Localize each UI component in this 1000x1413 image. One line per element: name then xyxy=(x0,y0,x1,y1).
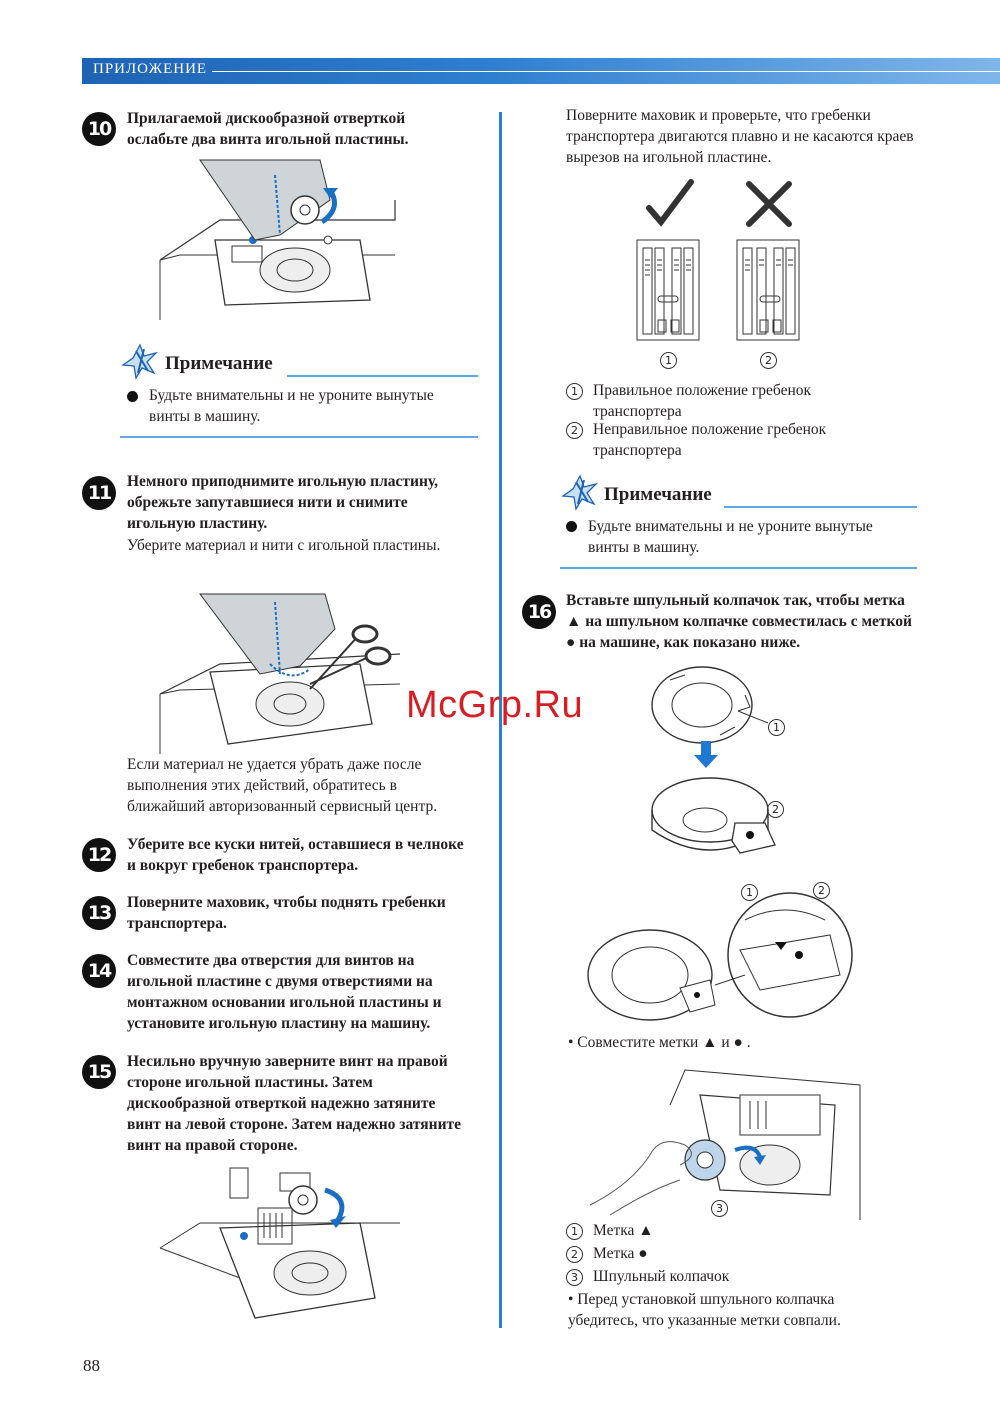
step-number-13: 13 xyxy=(82,896,116,930)
callout-2: 2 xyxy=(760,352,777,369)
step-number-11: 11 xyxy=(82,476,116,510)
step-number-15: 15 xyxy=(82,1055,116,1089)
section-title: ПРИЛОЖЕНИЕ xyxy=(93,61,208,77)
feed-dogs-check-text: Поверните маховик и проверьте, что гребенки транспортера двигаются плавно и не касаются краев вырезов на игольной пластине. xyxy=(566,107,914,166)
note-bottom-rule xyxy=(120,436,478,438)
cross-mark-icon xyxy=(745,180,793,228)
service-center-text: Если материал не удается убрать даже после выполнения этих действий, обратитесь в ближайший авторизованный сервисный центр. xyxy=(127,756,438,815)
legend-num: 2 xyxy=(566,1246,583,1263)
bobbin-race-illustration xyxy=(650,775,780,865)
step-11-detail: Уберите материал и нити с игольной пластины. xyxy=(127,537,441,554)
bullet xyxy=(127,391,138,402)
legend-num: 1 xyxy=(566,383,583,400)
align-marks-note: • Совместите метки ▲ и ● . xyxy=(568,1034,751,1051)
bullet xyxy=(566,521,577,532)
note-title-rule xyxy=(724,506,917,508)
step-14-instruction: Совместите два отверстия для винтов на игольной пластине с двумя отверстиями на монтажном основании игольной пластины и установите игольную пластину на машину. xyxy=(127,952,442,1032)
note-title-rule xyxy=(287,375,478,377)
step-15-instruction: Несильно вручную заверните винт на правой стороне игольной пластины. Затем дискообразной отверткой надежно затяните винт на левой стороне. Затем надежно затяните винт на правой стороне. xyxy=(127,1053,462,1154)
step-16-instruction: Вставьте шпульный колпачок так, чтобы метка ▲ на шпульном колпачке совместилась с меткой ● на машине, как показано ниже. xyxy=(566,592,912,651)
note-star-icon xyxy=(560,474,600,510)
step-10-instruction: Прилагаемой дискообразной отверткой ослабьте два винта игольной пластины. xyxy=(127,110,409,148)
step-number-16: 16 xyxy=(522,595,556,629)
legend-num: 3 xyxy=(566,1269,583,1286)
note-bottom-rule xyxy=(560,567,917,569)
note-text: Будьте внимательны и не уроните вынутые винты в машину. xyxy=(149,387,434,425)
note-star-icon xyxy=(120,343,160,379)
legend-incorrect-position: Неправильное положение гребенок транспортера xyxy=(593,421,827,459)
page-number: 88 xyxy=(83,1356,100,1375)
legend-num: 1 xyxy=(566,1223,583,1240)
step-number-14: 14 xyxy=(82,954,116,988)
callout-2: 2 xyxy=(767,801,784,818)
cut-threads-scissors-illustration xyxy=(160,594,400,754)
legend-num: 2 xyxy=(566,422,583,439)
tighten-screw-illustration xyxy=(160,1168,400,1328)
header-rule xyxy=(212,71,1000,72)
note-title: Примечание xyxy=(604,484,712,505)
callout-3: 3 xyxy=(711,1200,728,1217)
callout-1: 1 xyxy=(741,884,758,901)
note-title: Примечание xyxy=(165,353,273,374)
insert-bobbin-case-hand-illustration xyxy=(590,1065,860,1220)
callout-1: 1 xyxy=(660,352,677,369)
final-check-note: • Перед установкой шпульного колпачка убедитесь, что указанные метки совпали. xyxy=(568,1291,841,1329)
callout-2: 2 xyxy=(813,882,830,899)
legend-bobbin-case: Шпульный колпачок xyxy=(593,1268,730,1285)
step-13-instruction: Поверните маховик, чтобы поднять гребенки транспортера. xyxy=(127,894,446,932)
legend-mark-circle: Метка ● xyxy=(593,1245,648,1262)
bobbin-case-top-illustration xyxy=(650,665,790,749)
check-mark-icon xyxy=(645,178,695,228)
step-12-instruction: Уберите все куски нитей, оставшиеся в челноке и вокруг гребенок транспортера. xyxy=(127,836,464,874)
note-text: Будьте внимательны и не уроните вынутые винты в машину. xyxy=(588,518,873,556)
down-arrow-icon xyxy=(693,741,719,769)
feed-dogs-incorrect-diagram xyxy=(735,240,801,340)
legend-mark-triangle: Метка ▲ xyxy=(593,1222,654,1239)
step-11-instruction: Немного приподнимите игольную пластину, обрежьте запутавшиеся нити и снимите игольную пластину. xyxy=(127,473,438,532)
needle-plate-screwdriver-illustration xyxy=(160,160,395,320)
bobbin-case-alignment-illustration xyxy=(585,880,855,1030)
step-number-10: 10 xyxy=(82,112,116,146)
watermark: McGrp.Ru xyxy=(406,684,584,726)
legend-correct-position: Правильное положение гребенок транспортера xyxy=(593,382,812,420)
step-number-12: 12 xyxy=(82,838,116,872)
callout-1: 1 xyxy=(768,719,785,736)
feed-dogs-correct-diagram xyxy=(635,240,701,340)
